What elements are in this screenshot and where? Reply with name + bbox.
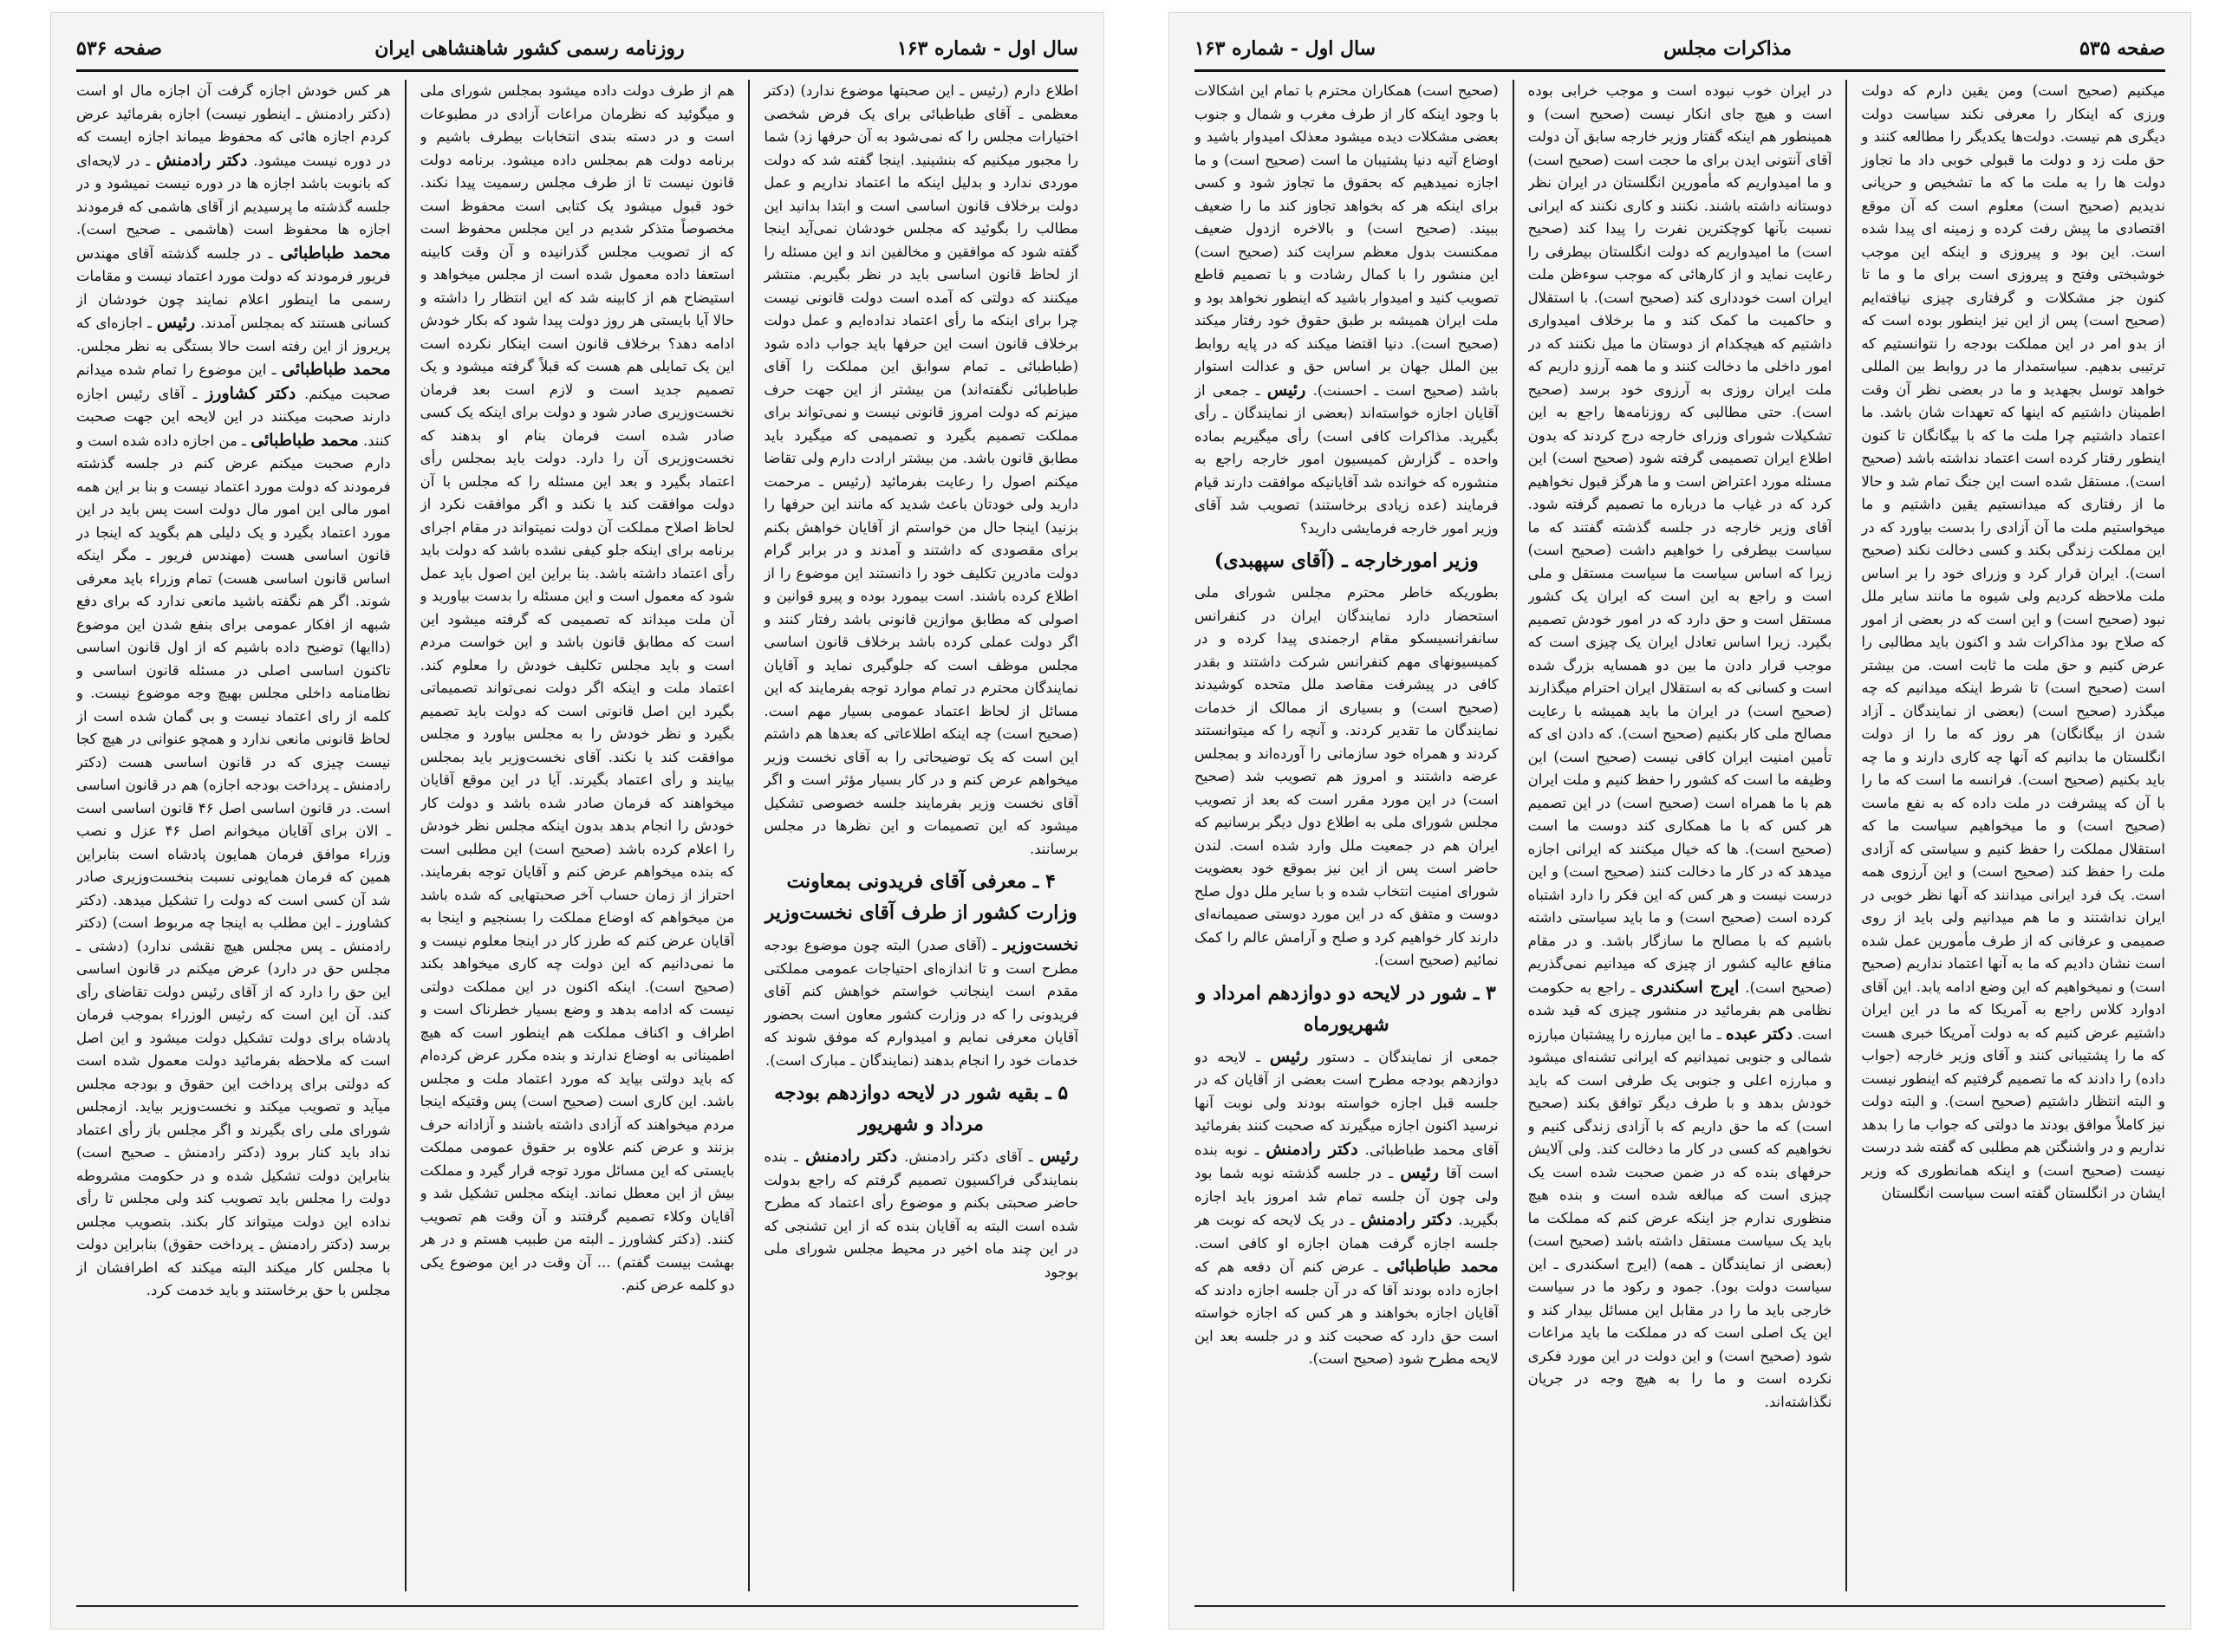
paragraph: ـ در یک لایحه که نوبت هر جلسه اجازه گرفت همان اجازه او کافی است. bbox=[1194, 1212, 1499, 1252]
paragraph: این آقای ادوارد کلاس راجع به آمریکا که ما در این ایران داشتیم عرض کنیم که به دولت آمریکا خبری هست که ما را پشتیبانی کنند و آقای وزیر خارجه (جواب داده) را دادند که ما تصمیم گرفتیم که اینطور نیست و البته انتظار داشتیم (صحیح است). bbox=[1861, 978, 2165, 1109]
paragraph: ایران قرار کرد و وزرای خود را بر اساس ملت ملاحظه کردیم ولی شیوه ما مانند سایر ملل نبود (صحیح است) و این است که در بعضی از امور که صلاح بود مذاکرات شد و اکنون باید مطالبی را عرض کنیم و حق ملت ما ثابت است. bbox=[1861, 564, 2165, 673]
issue-number: سال اول - شماره ۱۶۳ bbox=[896, 37, 1078, 60]
paragraph: زیرا اساس تعادل ایران یک چیزی است که موجب قرار دادن ما بین دو همسایه بزرگ شده است و کسانی که به استقلال ایران احترام میگذارند (صحیح است) در ایران ما باید همیشه با رعایت مصالح ملی کار بکنیم (صحیح است). bbox=[1527, 634, 1832, 742]
speaker-name: نخست‌وزیر bbox=[1002, 935, 1078, 954]
paragraph: ـ آقای رئیس اجازه دارند صحبت میکنند در این لایحه این جهت صحبت کنند. bbox=[75, 385, 391, 449]
paragraph: ـ جمعی از آقایان اجازه خواسته‌اند (بعضی از نمایندگان ـ رأی بگیرید. مذاکرات کافی است) رأی میگیریم بماده واحده ـ گزارش کمیسیون امور خارجه راجع به منشوره که خوانده شد آقایانیکه موافقت دارند قیام فرمایند (عده زیادی برخاستند) تصویب شد آقای وزیر امور خارجه فرمایشی دارید؟ bbox=[1194, 381, 1499, 537]
paragraph: آیا در این موقع آقایان میخواهند که فرمان صادر شده باشد و دولت کار خودش را انجام بدهد بدون اینکه مجلس نظر خودش را اعلام کرده باشد (صحیح است) این مطلبی است که بنده میخواهم عرض کنم و آقایان توجه بفرمایند. bbox=[420, 771, 735, 880]
speaker-name: رئیس bbox=[156, 313, 196, 332]
speaker-name: محمد طباطبائی bbox=[1386, 1257, 1499, 1276]
paragraph: اگر هم نگفته باشید مانعی ندارد که برای دفع شبهه از افکار عمومی برای بنفع شدن این موضوع (داایها) توضیح داده باشیم که از اول قانون اساسی تاکنون اساسی اصلی در مسئله قانون اساسی و نظامنامه داخلی مجلس بهیچ وجه موضوع نیست. bbox=[75, 593, 391, 701]
speaker-name: رئیس bbox=[1266, 380, 1306, 400]
paragraph: در قانون اساسی اصل ۴۶ قانون اساسی است ـ الان برای آقایان میخوانم اصل ۴۶ عزل و نصب وزراء موافق فرمان همایون پادشاه است بنابراین همین که فرمان همایونی نسبت بنخست‌وزیری صادر شد آن کسی است که دولت را تشکیل میدهد. bbox=[75, 799, 391, 908]
paragraph: منتشر میکنند که دولتی که آمده است دولت قانونی نیست چرا برای اینکه ما رأی اعتماد نداده‌ایم و عمل دولت برخلاف قانون است این حرفها باید جواب داده شود (طباطبائی ـ تمام سوابق این مملکت را آقای طباطبائی نگفته‌اند) من بیشتر از این جهت حرف میزنم که دولت امروز قانونی نیست و نمی‌تواند برای مملکت تصمیم بگیرد و تصمیمی که میگیرد باید مطابق قانون باشد. bbox=[764, 266, 1078, 466]
paragraph: ـ این موضوع را تمام شده میدانم صحبت میکنم. bbox=[75, 361, 391, 402]
header-rule bbox=[1194, 69, 2165, 72]
paragraph: من بیشتر ارادت دارم ولی تقاضا میکنم اصول را رعایت بفرمائید (رئیس ـ مرحمت دارید ولی خودتان باعث شدید که مانند اين حرفها را بزنید) اینجا حال من خواستم از آقایان خواهش بکنم برای مقصودی که داشتند و آمدند و در برابر گرام دولت مادرین تکلیف خود را دانستند این موضوع را از اطلاع کرده باشند. bbox=[764, 450, 1078, 604]
speaker-name: رئیس bbox=[1269, 1046, 1309, 1066]
paragraph: بنا براین این اصول باید عمل شود که معمول است و این مسئله را بدست بیاورید و آن ملت میداند که تصمیمی که گرفته میشود این است که مطابق قانون باشد و این خواست مردم است و باید مجلس تکلیف خودش را معلوم کند. bbox=[420, 564, 735, 673]
paragraph: (دکتر کشاورز ـ این مطلب به اینجا چه مربوط است) (دکتر رادمنش ـ پس مجلس هیچ نقشی ندارد) (دشتی ـ مجلس حق در دارد) عرض میکنم در قانون اساسی این حق را دارد که از آقای رئیس دولت تقاضای رأی کند. bbox=[75, 891, 391, 1023]
column-separator bbox=[405, 80, 407, 1591]
paragraph: یک فرد ایرانی میدانند که آنها نظر خوبی در ایران نداشتند و ما هم میدانیم ولی باید از روی صمیمی و عرفانی که از طرف مأمورین عمل شده است نشان دادیم که ما به آنها اعتماد نداریم (صحیح است) و نمیخواهیم که این وضع ادامه یابد. bbox=[1861, 886, 2165, 995]
text-column bbox=[76, 80, 391, 1591]
text-columns bbox=[76, 80, 1078, 1591]
gazette-title: روزنامه رسمی کشور شاهنشاهی ایران bbox=[374, 37, 685, 60]
paragraph: دولت باید بمجلس رأی اعتماد بگیرد و بعد این مسئله را که مجلس با آن دولت موافقت کند یا نکند و اگر موافقت نکرد از لحاظ اصلاح مملکت آن دولت نمیتواند در مقام اجرای برنامه برای اینکه جلو کیفی نشده باشد که دولت باید رأی اعتماد داشته باشد. bbox=[420, 450, 735, 582]
paragraph: احتراز از زمان حساب آخر صحبتهایی که شده باشد من میخواهم که اوضاع مملکت را بسنجیم و اینجا به آقایان عرض کنم که طرز کار در اینجا معلوم نیست و ما نمی‌دانیم که این دولت چه کاری میخواهد بکند (صحیح است). bbox=[420, 886, 735, 995]
paragraph: ـ اجازه‌ای که پریروز از این رفته است حالا بستگی به نظر مجلس. bbox=[75, 315, 391, 354]
paragraph: فرانسه ما است که ما را با آن که پیشرفت در ملت داده که به نفع ماست (صحیح است) و ما میخواهیم سیاست ما که استقلال مملکت را حفظ کنیم و سیاستی که آزادی ملت را حفظ کند (صحیح است) و این آرزوی همه است. bbox=[1861, 771, 2165, 903]
section-heading: وزیر امورخارجه ـ (آقای سپهبدی) bbox=[1214, 550, 1479, 572]
paragraph: لندن حاضر است پس از این نیز بموقع خود بعضویت شورای امنیت انتخاب شده و با سایر ملل دول صلح دوست و متفق که در این مورد دوستی صمیمانه‌ای دارند کار خواهیم کرد و صلح و آرامش عالم را کمک نمائیم (صحیح است). bbox=[1194, 836, 1499, 968]
gazette-title: مذاکرات مجلس bbox=[1663, 37, 1793, 60]
column-separator bbox=[1845, 80, 1847, 1591]
paragraph: ـ من اجازه داده شده است و دارم صحبت میکنم عرض کنم در جلسه گذشته فرمودند که دولت مورد اعتماد نیست و بنا بر این همه امور مالی این امور مال دولت است پس باید در این مورد اعتماد بگیرد و یک دلیلی هم بگوید که اینجا در قانون اساسی هست (مهندس فریور ـ مگر اینکه اساس قانون اساسی هست) تمام وزراء باید معرفی شوند. bbox=[75, 432, 391, 609]
paragraph: هم از طرف دولت داده میشود بمجلس شورای ملی و میگوئید که نظرمان مراعات آزادی در مطبوعات است و در دسته بندی انتخابات بیطرف باشیم و برنامه دولت هم بمجلس داده میشود. برنامه دولت قانون نیست تا از طرف مجلس رسمیت پیدا نکند. bbox=[420, 82, 735, 191]
page-number: صفحه ۵۳۵ bbox=[2079, 37, 2165, 60]
page-header bbox=[76, 31, 1078, 66]
paragraph: آقای وزیر خارجه در جلسه گذشته گفتند که ما سیاست بیطرفی را خواهیم داشت (صحیح است) زیرا که اساس سیاست ما سیاست مستقل و ملی است و راجع به این است که ایران یک کشور مستقل است و حق دارد که در امور خودش تصمیم بگیرد. bbox=[1527, 518, 1832, 650]
issue-number: سال اول - شماره ۱۶۳ bbox=[1194, 37, 1376, 60]
paragraph: ـ در جلسه گذشته نوبه شما بود ولی چون آن جلسه تمام شد امروز باید اجازه بگیرید. bbox=[1194, 1165, 1499, 1228]
paragraph: که دادن ای که تأمین امنیت ایران کافی نیست (صحیح است) این وظیفه ما است که کشور را حفظ کنیم و ملت ایران هم با ما همراه است (صحیح است) در این تصمیم هر کس که با ما همکاری کند دوست ما است (صحیح است). bbox=[1527, 725, 1832, 857]
paragraph: (صحیح است) چه اینکه اطلاعاتی که بعدها هم داشتم این است که یک توضیحاتی را به آقای نخست وزیر میخواهم عرض کنم و در کار بسیار مؤثر است و اگر آقای نخست وزیر بفرمایند جلسه خصوصی تشکیل میشود که این تصمیمات و این نظرها در مجلس برسانند. bbox=[764, 725, 1078, 857]
paragraph: اطلاع دارم (رئیس ـ این صحبتها موضوع ندارد) (دکتر معظمی ـ آقای طباطبائی برای یک فرض شخصی اختیارات مجلس را که نمی‌شود به آن حرفها زد) شما را مجبور میکنیم که بنشینید. اینجا گفته شد که دولت موردی ندارد و بدلیل اینکه ما اعتماد نداریم و عمل دولت برخلاف قانون اساسی است و ابتدا بدانید این مطالب را بگوئید که مجلس خودشان نمی‌آید اینجا گفته شود که موافقین و مخالفین اند و این مسئله را از لحاظ قانون اساسی باید در نظر بگیریم. bbox=[764, 82, 1078, 283]
paragraph: اینکه اکنون در این مملکت دولتی نیست که ادامه بدهد و وضع بسیار خطرناک است و اطراف و اکناف مملکت هم اینطور است که هیچ اطمینانی به اوضاع ندارند و بنده مکرر عرض کرده‌ام که باید دولتی بیاید که مورد اعتماد ملت و مجلس باشد. bbox=[420, 978, 735, 1109]
paragraph: و کلمه از رای اعتماد نیست و بی گمان شده است از لحاظ قانونی مانعی ندارد و همچو عنوانی در هیچ کجا نیست چیزی که در قانون اساسی هست (دکتر رادمنش ـ پرداخت بودجه اجازه) هم در قانون اساسی است. bbox=[75, 685, 391, 816]
paragraph: (صحیح است) و بالاخره ازدول ضعیف ممکنست بدول معظم سرایت کند (صحیح است) این منشور را با کمال رشادت و با تصمیم قاطع تصویب کنید و امیدوار باشید که اینطور نخواهد بود و ملت ایران همیشه بر طبق حقوق خود رفتار میکند (صحیح است). bbox=[1194, 220, 1499, 352]
section-heading: ۴ ـ معرفی آقای فریدونی بمعاونت وزارت کشور از طرف آقای نخست‌وزیر bbox=[765, 870, 1077, 924]
speaker-name: دکتر رادمنش bbox=[1360, 1210, 1453, 1229]
paragraph: سیاستمدار ما در روابط بین المللی خواهد توسل بجهدید و ما در بعضی نظر آن وقت اطمینان داشتیم که اینها که تعهدات شان باشد. ما اعتماد داشتیم چرا ملت ما که با بیگانگان تا کنون اینطور رفتار کرده است اعتماد نداشته باشد (صحیح است). bbox=[1861, 358, 2165, 490]
paragraph: این کاری است (صحیح است) پس وقتیکه اینجا مردم میخواهند که آزادی داشته باشند و آزادانه حرف بزنند و عرض کنم علاوه بر حقوق عمومی مملکت بایستی که این مسائل مورد توجه قرار گیرد و مملکت بیش از این معطل نماند. bbox=[420, 1093, 735, 1201]
paragraph: در ایران خوب نبوده است و موجب خرابی بوده است و هیچ جای انکار نیست (صحیح است) و همینطور هم اینکه گفتار وزیر خارجه سابق آن دولت آقای آنتونی ایدن برای ما حجت است (صحیح است) و ما امیدواریم که مأمورین انگلستان در ایران نظر دوستانه داشته باشند. bbox=[1527, 82, 1832, 214]
paragraph: جمود و رکود ما در سیاست خارجی باید ما را در مقابل این مسائل بیدار کند و این یک اصلی است که در مملکت ما باید مراعات شود (صحیح است) و این دولت در این مورد فکری نکرده است و ما را به هیچ وجه در جریان نگذاشته‌اند. bbox=[1527, 1278, 1832, 1410]
paragraph: ها که خیال میکنند که ایرانی اجازه میدهد که در کار ما دخالت کنند (صحیح است) و این درست نیست و هر کس که این فکر را دارد اشتباه کرده است (صحیح است) و ما باید سیاستی داشته باشیم که با مصالح ما سازگار باشد. bbox=[1527, 840, 1832, 949]
speaker-name: دکتر رادمنش bbox=[156, 150, 248, 170]
paragraph: دنیا اقتضا میکند که در پایه روابط بین الملل جهان بر اساس حق و عدالت استوار باشد (صحیح است ـ احسنت). bbox=[1194, 335, 1499, 399]
paragraph: با استقلال و حاکمیت ما کمک کند و ما برخلاف امیدواری داشتیم که هیچکدام از دوستان ما میل نکنند که در امور داخلی ما دخالت کنند و ما همه آرزو داریم که ملت ایران روزی به آرزوی خود برسد (صحیح است). bbox=[1527, 289, 1832, 420]
speaker-name: دکتر عبده bbox=[1725, 1024, 1793, 1044]
paragraph: است بیمورد بوده و پیرو قوانین و اصولی که مطابق موازین قانونی باشد رفتار کنند و اگر دولت عملی کرده باشد برخلاف قانون اساسی مجلس موظف است که جلوگیری نماید و آقایان نمایندگان محترم در تمام موارد توجه بفرمایند که این مسائل از لحاظ اعتماد عمومی بسیار مهم است. bbox=[764, 588, 1078, 719]
text-column bbox=[1528, 80, 1832, 1591]
paragraph: ـ ما این مبارزه را پیشتبان مبارزه شمالی و جنوبی نمیدانیم که ایرانی تشنه‌ای میشود و مبارزه اعلی و جنوبی یک طرفی است که باید خودش بدهد و با طرف دیگر توافق بکند (صحیح است) که ما حق داریم که با آزادی زندگی کنیم و نخواهیم که کسی در کار ما دخالت کند. bbox=[1527, 1025, 1832, 1157]
speaker-name: محمد طباطبائی bbox=[279, 243, 391, 263]
paragraph: حتی مطالبی که روزنامه‌ها راجع به این تشکیلات شورای وزرای خارجه درج کردند که بدون اطلاع ایران تصمیمی گرفته شود (صحیح است) این مسئله مورد اعتراض است و ما هرگز قبول نخواهیم کرد که در غیاب ما درباره ما تصمیم گرفته شود. bbox=[1527, 404, 1832, 512]
page-number: صفحه ۵۳۶ bbox=[76, 37, 162, 60]
speaker-name: دکتر رادمنش bbox=[1266, 1139, 1358, 1159]
paragraph: من بیشتر است (صحیح است) تا شرط اینکه میدانیم که چه میگذرد (صحیح است) (بعضی از نمایندگان ـ آزاد شدن از بیگانگان) هر روز که ما را از دولت انگلستان ما بدانیم که آنها چه کاری دارند و ما چه باید بکنیم (صحیح است). bbox=[1861, 656, 2165, 788]
text-column bbox=[1194, 80, 1499, 1591]
paragraph: نکنند و کاری نکنند که ایرانی نسبت بآنها کوچکترین نفرت را پیدا کند (صحیح است) ما امیدواریم که دولت انگلستان بیطرفی را رعایت نماید و از کارهائی که موجب سوءظن ملت ایران است خودداری کند (صحیح است). bbox=[1527, 197, 1832, 306]
paragraph: بطوریکه خاطر محترم مجلس شورای ملی استحضار دارد نمایندگان ایران در کنفرانس سانفرانسیسکو مقام ارجمندی پیدا کرده و در کمیسیونهای مهم کنفرانس شرکت داشتند و بقدر کافی در پیشرفت مقاصد ملل متحده کوشیدند (صحیح است) و بسیاری از ممالک از خدمات نمایندگان ما تقدیر کردند. bbox=[1194, 584, 1499, 738]
paragraph: آن این است که رئیس الوزراء بموجب فرمان پادشاه برای دولت تشکیل دولت میشود و این اصل است که ملاحظه بفرمائید دولت معمول شده است که دولتی برای پرداخت این حقوق و بودجه مجلس میآید و تصویب میکند و نخست‌وزیر بیاید. bbox=[75, 1006, 391, 1115]
paragraph: خود قبول میشود یک کتابی است محفوظ است مخصوصاً متذکر شدیم در این مجلس محفوظ است که از تصویب مجلس گذرانیده و آن وقت کابینه استعفا داده معمول شده است از مجلس میخواهد و استیضاح هم از کابینه شد که این انتظار را داشته و حالا آیا بایستی هر روز دولت پیدا شود که بکار خودش ادامه دهد؟ bbox=[420, 197, 735, 352]
header-rule bbox=[76, 69, 1078, 72]
speaker-name: رئیس bbox=[1400, 1163, 1439, 1182]
speaker-name: رئیس bbox=[1039, 1147, 1078, 1166]
column-separator bbox=[1513, 80, 1514, 1591]
text-column bbox=[1861, 80, 2165, 1591]
paragraph: ولی آلایش حرفهای بنده که در ضمن صحبت شده است یک چیزی است که مبالغه شده است و بنده هیچ منظوری ندارم جز اینکه عرض کنم که مملکت ما باید یک سیاست مستقل داشته باشد (صحیح است) (بعضی از نمایندگان ـ همه) (ایرج اسکندری ـ این سیاست دولت بود). bbox=[1527, 1141, 1832, 1295]
paragraph: اعتماد ملت و اینکه اگر دولت نمی‌تواند تصمیماتی بگیرد این اصل قانونی است که دولت باید تصمیم بگیرد و نظر خودش را به مجلس بیاورد و مجلس موافقت کند یا نکند. آقای نخست‌وزیر باید بمجلس بیایند و رأی اعتماد بگیرند. bbox=[420, 680, 735, 788]
speaker-name: محمد طباطبائی bbox=[251, 430, 359, 450]
paragraph: ـ نوبه بنده است آقا bbox=[1194, 1141, 1499, 1181]
paragraph: میکنیم (صحیح است) ومن یقین دارم که دولت ورزی که اینکار را معرفی نکند سیاست دولت دیگری هم نیست. دولت‌ها یکدیگر را مطالعه کنند و حق ملت زد و دولت ما قبولی خوبی داد ما تجاوز دولت ها را به ملت ما که ما تشخیص و حریانی ندیدیم (صحیح است) معلوم است که آن موقع اقتصادی ما پیش رفت کرده و زمینه ای پیدا شده است. bbox=[1861, 82, 2165, 260]
text-columns bbox=[1194, 80, 2165, 1591]
paragraph: و در مقام منافع عالیه کشور از چیزی که میدانیم نمی‌گذریم (صحیح است). bbox=[1527, 932, 1832, 996]
speaker-name: ایرج اسکندری bbox=[1641, 977, 1740, 997]
paragraph: (صحیح است) همکاران محترم با تمام این اشکالات با وجود اینکه کار از طرف مغرب و شمال و جنوب بعضی مشکلات دیده میشود معذلک امیدوار باشید و اوضاع آتیه دنیا پشتیبان ما است (صحیح است) و ما اجازه نمیدهیم که بحقوق ما تجاوز شود و کسی برای اینکه هر که بخواهد تجاوز کند ما را ضعیف ببیند. bbox=[1194, 82, 1499, 237]
paragraph: ـ در لایحه‌ای که بانوبت باشد اجازه ها در دوره نیست نمیشود و در جلسه گذشته ما پرسیدیم از آقای هاشمی که فرمودند اجازه ها محفوظ است (هاشمی ـ صحیح است). bbox=[75, 152, 391, 237]
paragraph: هر کس خودش اجازه گرفت آن اجازه مال او است (دکتر رادمنش ـ اینطور نیست) اجازه بفرمائید عرض کردم اجازه هائی که محفوظ میماند اجازه ایست که در دوره نیست میشود. bbox=[75, 82, 391, 169]
speaker-name: دکتر کشاورز bbox=[205, 383, 296, 403]
paragraph: و آنچه را که میتوانستند کردند و همراه خود سازمانی را آورده‌اند و بمجلس عرضه داشتند و امروز هم تصویب شد (صحیح است) در این مورد مقرر است که بعد از تصویب مجلس شورای ملی به اطلاع دول دیگر برسانیم که ایران هم در جمعیت ملل وارد شده است. bbox=[1194, 722, 1499, 854]
paragraph: ـ بنده بنمایندگی فراکسیون تصمیم گرفتم که راجع بدولت حاضر صحبتی بکنم و موضوع رأی اعتماد که مطرح شده است البته به آقایان بنده که از این تشنجی که در این چند ماه اخیر در محیط مجلس شورای ملی بوجود bbox=[764, 1148, 1078, 1280]
paragraph: جمعی از نمایندگان ـ دستور bbox=[1318, 1048, 1499, 1065]
paragraph: بتصویب مجلس برسد (دکتر رادمنش ـ پرداخت حقوق) بنابراین دولت با مجلس کار میکند البته میکند که اطرافشان از مجلس با حق برخاستند و باید خدمت کرد. bbox=[75, 1213, 391, 1298]
text-column bbox=[764, 80, 1078, 1591]
gazette-page-left bbox=[50, 12, 1104, 1629]
paragraph: ـ لایحه دو دوازدهم بودجه مطرح است بعضی از آقایان که در جلسه قبل اجازه خواسته بودند ولی نوبت آنها نرسید اکنون اجازه میگیرند که صحبت کنند بفرمائید آقای محمد طباطبائی. bbox=[1194, 1048, 1499, 1158]
speaker-name: محمد طباطبائی bbox=[282, 360, 391, 379]
footer-rule bbox=[1194, 1605, 2165, 1607]
paragraph: برخلاف قانون است اینکار نکرده است این یک تمایلی هم هست که قبلاً گرفته میشود و یک تصمیم جدید است و لازم است بعد فرمان نخست‌وزیری صادر شود و دولت برای اینکه یک کسی صادر شده است فرمان بنام او بدهند که نخست‌وزیری آن را دارد. bbox=[420, 335, 735, 466]
paragraph: ـ راجع به حکومت نظامی هم بفرمائید در منشور چیزی که قید شده است. bbox=[1527, 979, 1832, 1043]
paragraph: ازمجلس شورای ملی رای بگیرند و اگر مجلس باز رأی اعتماد نداد باید کنار برود (دکتر رادمنش ـ صحیح است) بنابراین دولت تشکیل شده و در حکومت مشروطه دولت را مجلس باید تصویب کند ولی مجلس تا رأی نداده این دولت میتواند کار بکند. bbox=[75, 1098, 391, 1230]
text-column bbox=[420, 80, 735, 1591]
footer-rule bbox=[76, 1605, 1078, 1607]
paragraph: ـ عرض کنم آن دفعه هم که اجازه داده بودند آقا که در آن جلسه اجازه دادند که آقایان اجازه بخواهند و هر کس که اجازه خواسته است حق دارد که صحبت کند و در جلسه بعد این لایحه مطرح شود (صحیح است). bbox=[1194, 1259, 1499, 1367]
section-heading: ۵ ـ بقیه شور در لایحه دوازدهم بودجه مرداد و شهریور bbox=[774, 1082, 1069, 1135]
gazette-page-right bbox=[1168, 12, 2191, 1629]
paragraph: و البته دولت نیز کاملاً موافق بودند ما دولتی که جواب ما را بدهد نداریم و در واشنگتن هم مطلبی که گفته شد درست نیست (صحیح است) و اینکه همانطوری که وزیر ایشان در انگلستان گفته است سیاست انگلستان bbox=[1861, 1093, 2165, 1201]
paragraph: اینکه مجلس تشکیل شد و آقایان وکلاء تصمیم گرفتند و آن وقت هم تصویب کنند. (دکتر کشاورز ـ البته من طبیب هستم و در هر بهشت بیست گفتم) ... آن وقت در این موضوع یکی دو کلمه عرض کنم. bbox=[420, 1185, 735, 1293]
column-separator bbox=[748, 80, 750, 1591]
paragraph: ـ در جلسه گذشته آقای مهندس فریور فرمودند که دولت مورد اعتماد نیست و مقامات رسمی ما اینطور اعلام نمایند چون خودشان از کسانی هستند که بمجلس آمدند. bbox=[75, 244, 391, 331]
speaker-name: دکتر رادمنش bbox=[805, 1147, 898, 1166]
paragraph: ـ (آقای صدر) البته چون موضوع بودجه مطرح است و تا اندازه‌ای احتیاجات عمومی مملکتی مقدم است اینجانب خواستم خواهش کنم آقای فریدونی را که در وزارت کشور معاون است بحضور آقایان معرفی نمایم و امیدوارم که موفق شوند که خدمات خود را انجام بدهند (نمایندگان ـ مبارک است). bbox=[764, 937, 1078, 1069]
paragraph: مستقل شده است این جنگ تمام شد و حالا ما از رفتاری که میدانستیم یقین داشتیم و ما میخواستیم ملت ما آن آزادی را بدست بیاورد که در این مملکت زندگی بکند و کسی دخالت نکند (صحیح است). bbox=[1861, 472, 2165, 582]
section-heading: ۳ ـ شور در لایحه دو دوازدهم امرداد و شهریورماه bbox=[1196, 981, 1496, 1036]
page-header bbox=[1194, 31, 2165, 66]
paragraph: این بود و پیروزی و اینکه این موجب خوشبختی وفتح و پیروزی است برای ما و ما تا کنون جز مشکلات و گرفتاری چیزی نیافته‌ایم (صحیح است) پس از این نیز اینطور بوده است که از بدو امر در این مملکت بودجه را نتوانستیم که ترتیبی بدهیم. bbox=[1861, 243, 2165, 374]
paragraph: ـ آقای دکتر رادمنش. bbox=[904, 1148, 1033, 1165]
